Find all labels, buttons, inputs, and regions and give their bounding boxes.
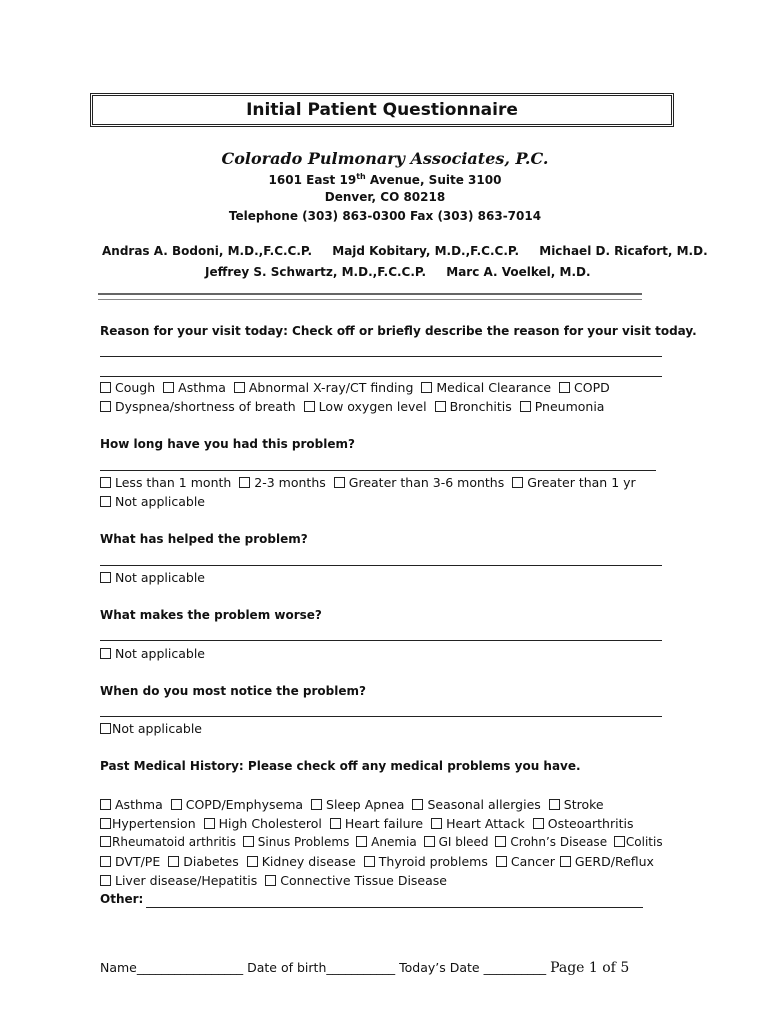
checkbox-label: Greater than 3-6 months [348, 475, 505, 490]
checkbox[interactable] [100, 496, 111, 507]
checkbox-label: Not applicable [115, 570, 205, 585]
page-number: Page 1 of 5 [550, 960, 630, 976]
checkbox-option[interactable] [100, 570, 205, 585]
helped-question: What has helped the problem? [100, 532, 308, 546]
checkbox[interactable] [100, 477, 111, 488]
checkbox-label: Sinus Problems [257, 835, 350, 849]
checkbox[interactable] [304, 401, 315, 412]
checkbox[interactable] [171, 799, 182, 810]
checkbox-option[interactable] [100, 380, 155, 395]
checkbox[interactable] [559, 382, 570, 393]
checkbox-label: DVT/PE [115, 854, 161, 869]
checkbox-label: Connective Tissue Disease [280, 873, 447, 888]
checkbox-label: Thyroid problems [378, 854, 488, 869]
checkbox[interactable] [431, 818, 442, 829]
checkbox-option[interactable] [171, 797, 303, 812]
physician-name: Majd Kobitary, M.D.,F.C.C.P. [332, 244, 520, 258]
checkbox-label: 2-3 months [254, 475, 326, 490]
checkbox[interactable] [334, 477, 345, 488]
checkbox-label: COPD [574, 380, 610, 395]
checkbox-option[interactable] [234, 380, 414, 395]
checkbox-option[interactable] [496, 854, 555, 869]
reason-line-2[interactable] [100, 376, 662, 377]
checkbox[interactable] [311, 799, 322, 810]
checkbox[interactable] [168, 856, 179, 867]
practice-name: Colorado Pulmonary Associates, P.C. [221, 149, 549, 168]
checkbox[interactable] [100, 818, 111, 829]
footer-today[interactable]: Today’s Date __________ [399, 960, 547, 975]
checkbox-label: GI bleed [438, 835, 489, 849]
duration-question: How long have you had this problem? [100, 437, 355, 451]
checkbox-label: Not applicable [115, 494, 205, 509]
page-title: Initial Patient Questionnaire [246, 100, 518, 120]
worse-line[interactable] [100, 640, 662, 641]
checkbox-option[interactable] [520, 399, 605, 414]
reason-line-1[interactable] [100, 356, 662, 357]
helped-line[interactable] [100, 565, 662, 566]
checkbox[interactable] [243, 836, 254, 847]
checkbox-option[interactable] [100, 835, 236, 849]
checkbox-option[interactable] [100, 646, 205, 661]
checkbox-label: COPD/Emphysema [185, 797, 304, 812]
checkbox-option[interactable] [163, 380, 226, 395]
checkbox[interactable] [100, 648, 111, 659]
checkbox-label: Hypertension [112, 816, 196, 831]
checkbox-option[interactable] [100, 399, 296, 414]
checkbox[interactable] [163, 382, 174, 393]
checkbox-label: Colitis [625, 835, 663, 849]
checkbox-label: Dyspnea/shortness of breath [115, 399, 296, 414]
footer-dob[interactable]: Date of birth___________ [247, 960, 396, 975]
checkbox-label: Osteoarthritis [547, 816, 634, 831]
checkbox-option[interactable] [435, 399, 512, 414]
checkbox-option[interactable] [424, 835, 489, 849]
checkbox-label: Sleep Apnea [326, 797, 405, 812]
other-line[interactable] [146, 907, 643, 908]
checkbox-option[interactable] [512, 475, 635, 490]
checkbox-option[interactable] [560, 854, 654, 869]
checkbox[interactable] [100, 572, 111, 583]
checkbox-label: Anemia [371, 835, 417, 849]
checkbox-label: Heart failure [344, 816, 424, 831]
checkbox[interactable] [100, 856, 111, 867]
notice-line[interactable] [100, 716, 662, 717]
checkbox[interactable] [549, 799, 560, 810]
checkbox[interactable] [496, 856, 507, 867]
practice-address [0, 172, 770, 187]
checkbox-option[interactable] [533, 816, 634, 831]
checkbox-option[interactable] [614, 835, 663, 849]
checkbox-label: Crohn’s Disease [510, 835, 608, 849]
checkbox[interactable] [265, 875, 276, 886]
checkbox[interactable] [614, 836, 625, 847]
checkbox[interactable] [330, 818, 341, 829]
checkbox-option[interactable] [100, 797, 163, 812]
history-options-row-3 [100, 835, 663, 849]
practice-city: Denver, CO 80218 [324, 190, 446, 204]
checkbox-option[interactable] [364, 854, 488, 869]
checkbox-label: Liver disease/Hepatitis [115, 873, 258, 888]
checkbox-option[interactable] [304, 399, 427, 414]
checkbox-label: Pneumonia [534, 399, 605, 414]
checkbox-label: Cancer [510, 854, 555, 869]
checkbox-option[interactable] [239, 475, 325, 490]
checkbox-label: Heart Attack [446, 816, 525, 831]
history-options-row-5 [100, 873, 451, 888]
physician-name: Marc A. Voelkel, M.D. [446, 265, 591, 279]
checkbox-option[interactable] [100, 816, 196, 831]
checkbox-option[interactable] [204, 816, 322, 831]
duration-line[interactable] [100, 470, 656, 471]
checkbox[interactable] [356, 836, 367, 847]
checkbox-option[interactable] [412, 797, 540, 812]
checkbox-option[interactable] [549, 797, 604, 812]
checkbox[interactable] [495, 836, 506, 847]
checkbox-option[interactable] [100, 494, 205, 509]
reason-options-row-2 [100, 399, 608, 414]
physician-name: Michael D. Ricafort, M.D. [539, 244, 708, 258]
history-options-row-4 [100, 854, 658, 869]
checkbox-option[interactable] [559, 380, 610, 395]
checkbox[interactable] [533, 818, 544, 829]
checkbox-option[interactable] [243, 835, 350, 849]
address-pre: 1601 East 19 [268, 173, 357, 187]
worse-options [100, 646, 209, 661]
checkbox[interactable] [234, 382, 245, 393]
checkbox-option[interactable] [100, 873, 257, 888]
checkbox-label: Low oxygen level [318, 399, 427, 414]
checkbox[interactable] [435, 401, 446, 412]
footer-name[interactable]: Name_________________ [100, 960, 244, 975]
checkbox-label: Bronchitis [449, 399, 512, 414]
address-post: Avenue, Suite 3100 [365, 173, 502, 187]
practice-phone: Telephone (303) 863-0300 Fax (303) 863-7014 [228, 209, 542, 223]
checkbox-option[interactable] [100, 475, 231, 490]
checkbox-option[interactable] [100, 854, 160, 869]
checkbox-option[interactable] [421, 380, 551, 395]
checkbox[interactable] [560, 856, 571, 867]
checkbox[interactable] [520, 401, 531, 412]
physicians-row-1 [102, 244, 724, 258]
checkbox[interactable] [421, 382, 432, 393]
checkbox[interactable] [364, 856, 375, 867]
checkbox-label: Greater than 1 yr [527, 475, 636, 490]
checkbox-option[interactable] [311, 797, 404, 812]
checkbox-option[interactable] [247, 854, 356, 869]
checkbox[interactable] [100, 723, 111, 734]
duration-options-row-1 [100, 475, 640, 490]
checkbox-label: Not applicable [115, 646, 205, 661]
helped-options [100, 570, 209, 585]
checkbox-label: Diabetes [183, 854, 239, 869]
checkbox-label: Not applicable [112, 721, 202, 736]
checkbox-label: Abnormal X-ray/CT finding [248, 380, 414, 395]
checkbox-label: Asthma [115, 797, 163, 812]
history-question: Past Medical History: Please check off any medical problems you have. [100, 759, 581, 773]
checkbox[interactable] [412, 799, 423, 810]
checkbox-label: Asthma [178, 380, 226, 395]
checkbox[interactable] [424, 836, 435, 847]
checkbox[interactable] [100, 836, 111, 847]
checkbox-option[interactable] [100, 721, 202, 736]
checkbox-label: Seasonal allergies [427, 797, 541, 812]
reason-question: Reason for your visit today: Check off or briefly describe the reason for your visit today. [100, 324, 697, 338]
checkbox-option[interactable] [356, 835, 417, 849]
checkbox[interactable] [204, 818, 215, 829]
checkbox[interactable] [100, 401, 111, 412]
checkbox[interactable] [100, 382, 111, 393]
history-options-row-2 [100, 816, 637, 831]
checkbox[interactable] [100, 875, 111, 886]
checkbox[interactable] [512, 477, 523, 488]
checkbox-label: Cough [115, 380, 156, 395]
checkbox[interactable] [100, 799, 111, 810]
checkbox-label: High Cholesterol [218, 816, 322, 831]
other-label: Other: [100, 892, 144, 906]
checkbox-label: Stroke [563, 797, 604, 812]
physician-name: Andras A. Bodoni, M.D.,F.C.C.P. [102, 244, 313, 258]
title-box [90, 93, 674, 127]
address-sup: th [356, 172, 366, 181]
checkbox-label: Kidney disease [261, 854, 356, 869]
checkbox-option[interactable] [431, 816, 525, 831]
duration-options-row-2 [100, 494, 209, 509]
checkbox-option[interactable] [265, 873, 447, 888]
checkbox-option[interactable] [168, 854, 239, 869]
checkbox[interactable] [247, 856, 258, 867]
checkbox[interactable] [239, 477, 250, 488]
worse-question: What makes the problem worse? [100, 608, 322, 622]
history-options-row-1 [100, 797, 608, 812]
notice-question: When do you most notice the problem? [100, 684, 366, 698]
notice-options [100, 721, 206, 736]
checkbox-label: Rheumatoid arthritis [112, 835, 236, 849]
page-footer [100, 960, 629, 976]
checkbox-option[interactable] [330, 816, 423, 831]
checkbox-label: Less than 1 month [115, 475, 232, 490]
header-divider [98, 293, 642, 300]
checkbox-label: GERD/Reflux [574, 854, 654, 869]
checkbox-label: Medical Clearance [436, 380, 552, 395]
physician-name: Jeffrey S. Schwartz, M.D.,F.C.C.P. [205, 265, 427, 279]
checkbox-option[interactable] [495, 835, 607, 849]
reason-options-row-1 [100, 380, 614, 395]
checkbox-option[interactable] [334, 475, 504, 490]
physicians-row-2 [205, 265, 607, 279]
